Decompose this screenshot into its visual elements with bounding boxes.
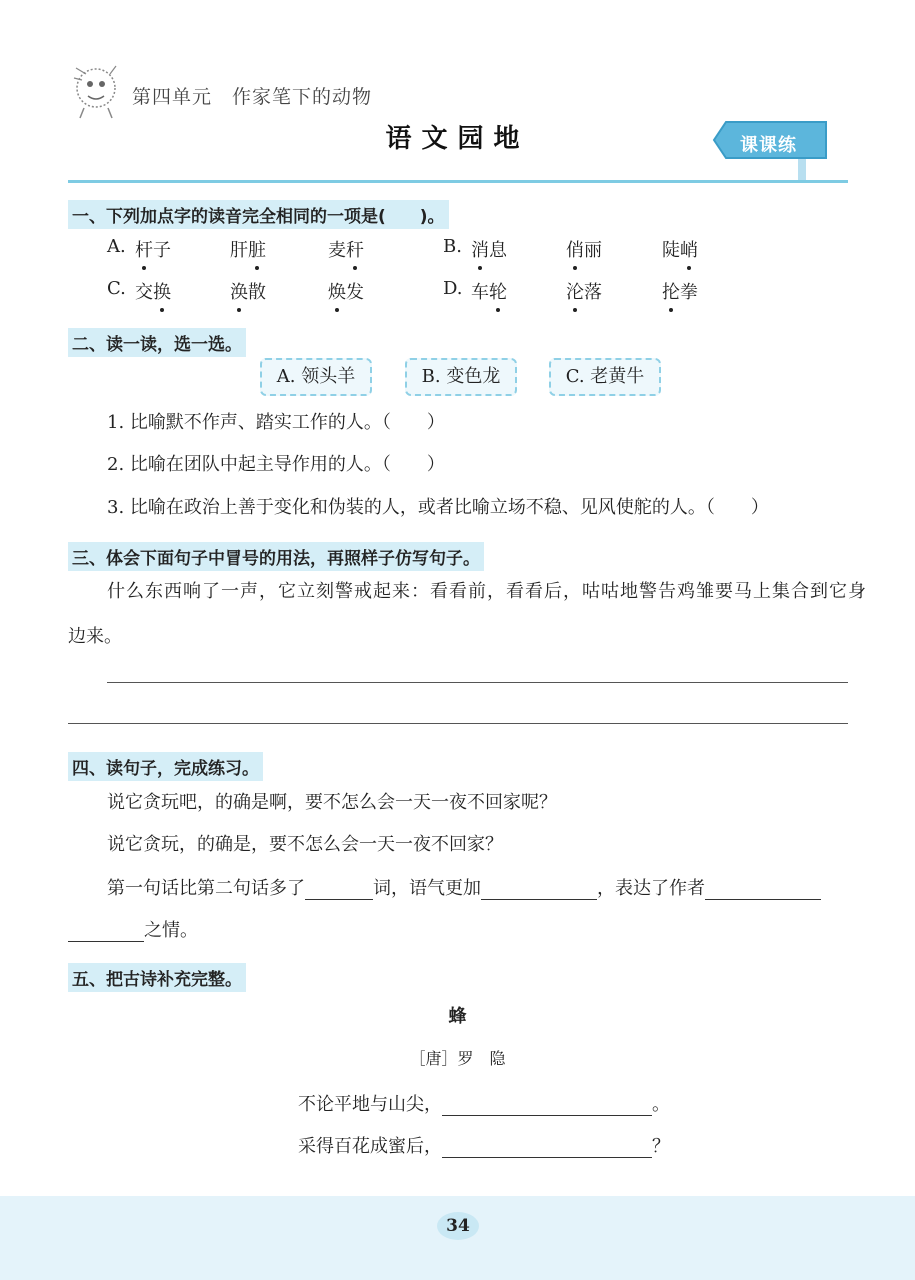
page-number: 34 (437, 1212, 479, 1240)
word: 麦秆 (328, 236, 364, 262)
sentence-2: 说它贪玩，的确是，要不怎么会一天一夜不回家？ (107, 834, 503, 855)
header-divider (68, 180, 848, 183)
poem-line-1: 不论平地与山尖， 。 (298, 1094, 670, 1115)
unit-title: 第四单元 作家笔下的动物 (132, 86, 373, 108)
fill-blank[interactable] (442, 1139, 652, 1158)
word: 肝脏 (230, 236, 266, 262)
section5-title: 五、把古诗补充完整。 (68, 963, 246, 992)
fill-question: 第一句话比第二句话多了 词，语气更加 ，表达了作者 (107, 874, 821, 900)
example-sentence-line2: 边来。 (68, 626, 122, 647)
word: 焕发 (328, 278, 364, 304)
poem-author: ［唐］罗 隐 (409, 1049, 506, 1068)
question-item: 2. 比喻在团队中起主导作用的人。（ ） (107, 454, 445, 475)
word: 交换 (135, 278, 171, 304)
sentence-1: 说它贪玩吧，的确是啊，要不怎么会一天一夜不回家呢？ (107, 792, 557, 813)
word: 车轮 (471, 278, 507, 304)
poem-line-2: 采得百花成蜜后， ？ (298, 1136, 670, 1157)
question-item: 3. 比喻在政治上善于变化和伪装的人，或者比喻立场不稳、见风使舵的人。（ ） (107, 497, 769, 518)
answer-line (107, 682, 848, 683)
cartoon-character-icon (66, 58, 128, 122)
poem-title: 蜂 (448, 1006, 467, 1027)
section3-title: 三、体会下面句子中冒号的用法，再照样子仿写句子。 (68, 542, 484, 571)
option-b-label: B. (443, 236, 462, 257)
fill-blank[interactable] (705, 881, 821, 900)
option-c-label: C. (107, 278, 126, 299)
option-pill-c: C. 老黄牛 (549, 358, 661, 396)
word: 俏丽 (566, 236, 602, 262)
word: 消息 (471, 236, 507, 262)
fill-blank[interactable] (305, 881, 373, 900)
option-a-label: A. (107, 236, 126, 257)
word: 陡峭 (662, 236, 698, 262)
word: 涣散 (230, 278, 266, 304)
section1-title: 一、下列加点字的读音完全相同的一项是( )。 (68, 200, 449, 229)
page-title: 语文园地 (385, 124, 530, 154)
section4-title: 四、读句子，完成练习。 (68, 752, 263, 781)
question-item: 1. 比喻默不作声、踏实工作的人。（ ） (107, 412, 445, 433)
option-d-label: D. (443, 278, 463, 299)
word: 杆子 (135, 236, 171, 262)
fill-blank[interactable] (442, 1097, 652, 1116)
badge-label: 课课练 (740, 135, 797, 156)
option-pill-b: B. 变色龙 (405, 358, 517, 396)
word: 沦落 (566, 278, 602, 304)
section2-title: 二、读一读，选一选。 (68, 328, 246, 357)
fill-blank[interactable] (481, 881, 597, 900)
example-sentence-line1: 什么东西响了一声，它立刻警戒起来：看看前，看看后，咕咕地警告鸡雏要马上集合到它身 (107, 581, 867, 602)
option-pill-a: A. 领头羊 (260, 358, 372, 396)
answer-line (68, 723, 848, 724)
word: 抡拳 (662, 278, 698, 304)
fill-question-cont: 之情。 (68, 916, 198, 942)
fill-blank[interactable] (68, 923, 144, 942)
